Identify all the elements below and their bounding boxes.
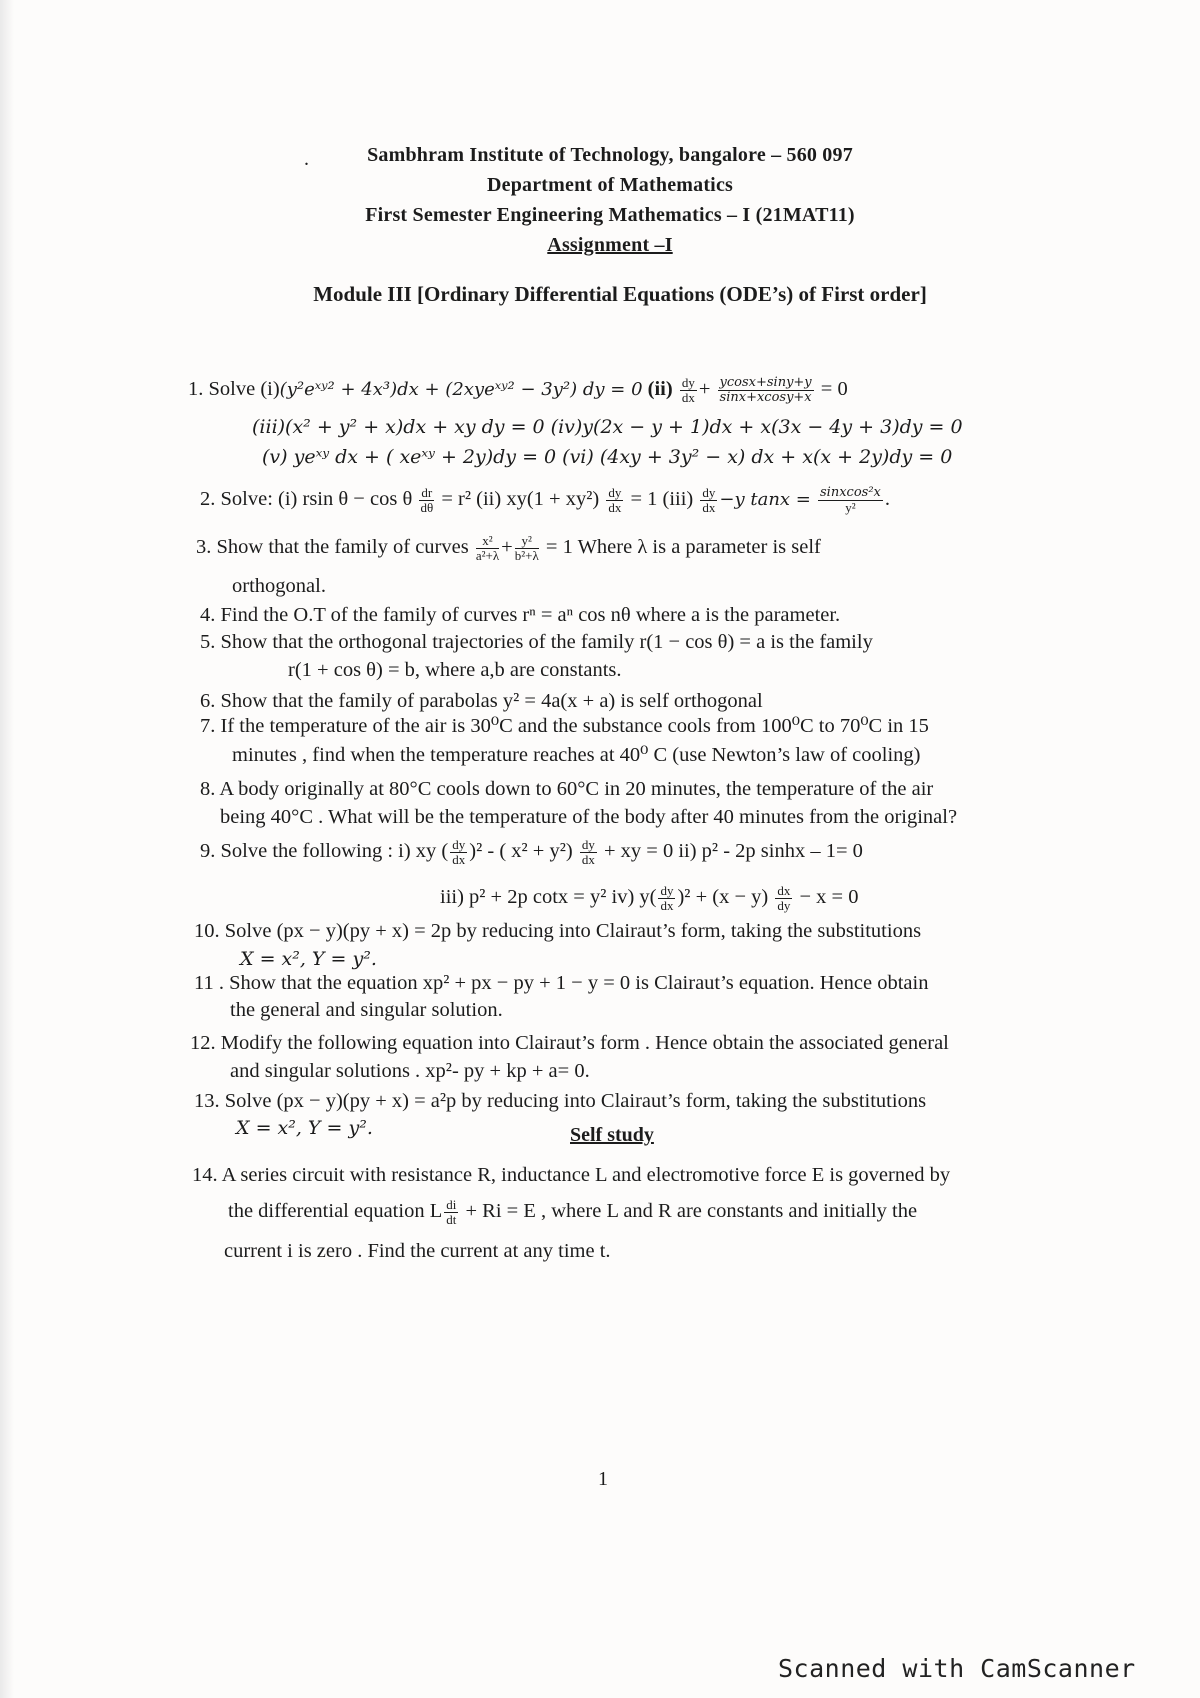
question-number: 1.	[188, 378, 204, 401]
question-text: Solve the following : i) xy (	[220, 840, 449, 863]
question-1-line-1	[188, 376, 848, 405]
question-10-line-1	[194, 918, 921, 944]
math-operator: +	[698, 378, 711, 401]
question-text: A series circuit with resistance R, inductance L and electromotive force E is governed by	[221, 1164, 951, 1186]
question-7-line-1	[200, 713, 929, 739]
question-number: 9.	[200, 840, 216, 863]
fraction	[476, 534, 499, 563]
assignment-title: Assignment –I	[547, 234, 673, 256]
question-5-line-2: r(1 + cos θ) = b, where a,b are constants.	[288, 659, 622, 681]
question-9-line-2	[440, 884, 858, 913]
math-expression: −y tanx =	[719, 489, 811, 511]
question-number: 12.	[190, 1032, 216, 1054]
document-header	[240, 140, 980, 260]
question-14-line-1	[192, 1162, 950, 1188]
fraction-denominator: dt	[446, 1212, 457, 1227]
camscanner-watermark: Scanned with CamScanner	[778, 1654, 1136, 1683]
fraction-denominator: sinx+xcosy+x	[719, 390, 812, 405]
fraction	[450, 838, 467, 867]
question-text: iii) p² + 2p cotx = y² iv) y(	[440, 886, 657, 909]
question-text: Show that the family of parabolas y² = 4a(x + a) is self orthogonal	[220, 690, 763, 712]
question-11-line-2: the general and singular solution.	[230, 999, 503, 1021]
question-text: A body originally at 80°C cools down to 60°C in 20 minutes, the temperature of the air	[219, 778, 934, 800]
question-13-line-1	[194, 1088, 926, 1114]
fraction	[580, 838, 597, 867]
fraction	[775, 884, 792, 913]
question-14-line-2	[228, 1198, 917, 1227]
question-number: 3.	[196, 536, 212, 559]
question-11-line-1	[194, 970, 928, 996]
fraction-numerator: dy	[681, 375, 695, 390]
fraction	[606, 486, 623, 515]
fraction-denominator: dy	[777, 898, 791, 913]
math-equals: = 0	[820, 378, 848, 401]
fraction-denominator: dx	[660, 898, 674, 913]
institute-name: Sambhram Institute of Technology, bangalore – 560 097	[367, 144, 853, 166]
question-text: the differential equation L	[228, 1200, 443, 1223]
fraction-numerator: y²	[515, 534, 539, 549]
question-number: 11 .	[194, 972, 224, 994]
fraction-denominator: dx	[608, 500, 622, 515]
fraction-denominator: y²	[845, 500, 856, 515]
question-text: Modify the following equation into Clairaut’s form . Hence obtain the associated general	[220, 1032, 949, 1054]
question-text: Show that the family of curves	[216, 536, 469, 559]
question-text: + xy = 0 ii) p² - 2p sinhx – 1= 0	[603, 840, 863, 863]
fraction	[515, 534, 539, 563]
question-number: 5.	[200, 631, 216, 653]
question-text: Show that the orthogonal trajectories of the family r(1 − cos θ) = a is the family	[220, 631, 873, 653]
fraction	[419, 486, 434, 515]
question-8-line-1	[200, 776, 933, 802]
fraction-denominator: dx	[681, 390, 695, 405]
page-number: 1	[598, 1468, 608, 1490]
fraction-denominator: dx	[702, 500, 716, 515]
question-number: 7.	[200, 715, 216, 737]
fraction-denominator: dθ	[420, 500, 434, 515]
question-text: = r² (ii) xy(1 + xy²)	[441, 488, 600, 511]
question-number: 4.	[200, 604, 216, 626]
punctuation: .	[884, 488, 890, 511]
fraction-numerator: dr	[421, 485, 433, 500]
fraction-numerator: ycosx+siny+y	[719, 375, 812, 390]
question-14-line-3: current i is zero . Find the current at any time t.	[224, 1240, 611, 1262]
question-text: Show that the equation xp² + px − py + 1 − y = 0 is Clairaut’s equation. Hence obtain	[229, 972, 929, 994]
question-number: 10.	[194, 920, 220, 942]
question-text: − x = 0	[799, 886, 859, 909]
fraction-denominator: dx	[452, 852, 466, 867]
fraction-numerator: dy	[581, 837, 595, 852]
question-10-line-2: X = x², Y = y².	[240, 948, 377, 970]
question-8-line-2: being 40°C . What will be the temperature of the body after 40 minutes from the original?	[220, 806, 958, 828]
fraction	[818, 486, 883, 515]
question-text: Solve: (i) rsin θ − cos θ	[220, 488, 413, 511]
question-number: 8.	[200, 778, 216, 800]
question-2	[200, 486, 890, 515]
header-bullet: .	[304, 148, 310, 170]
fraction-numerator: dy	[608, 485, 622, 500]
question-12-line-2: and singular solutions . xp²- py + kp + a= 0.	[230, 1060, 590, 1082]
question-text: )² + (x − y)	[677, 886, 769, 909]
fraction	[700, 486, 717, 515]
question-number: 2.	[200, 488, 216, 511]
question-text: + Ri = E , where L and R are constants and initially the	[465, 1200, 918, 1223]
question-1-line-2: (iii)(x² + y² + x)dx + xy dy = 0 (iv)y(2x − y + 1)dx + x(3x − 4y + 3)dy = 0	[252, 416, 963, 438]
fraction-numerator: x²	[476, 534, 499, 549]
question-number: 14.	[192, 1164, 218, 1186]
question-6	[200, 688, 763, 714]
fraction-numerator: dy	[660, 883, 674, 898]
fraction	[444, 1198, 458, 1227]
question-3-line-2: orthogonal.	[232, 575, 326, 597]
question-number: 13.	[194, 1090, 220, 1112]
scan-edge-shadow	[0, 0, 14, 1698]
fraction-denominator: dx	[581, 852, 595, 867]
question-7-line-2: minutes , find when the temperature reaches at 40⁰ C (use Newton’s law of cooling)	[232, 744, 921, 766]
fraction-numerator: di	[446, 1197, 457, 1212]
part-label: (ii)	[647, 378, 673, 401]
question-text: Solve (px − y)(py + x) = a²p by reducing into Clairaut’s form, taking the substitutions	[224, 1090, 927, 1112]
math-operator: +	[501, 536, 513, 559]
fraction	[658, 884, 675, 913]
fraction-denominator: a²+λ	[475, 548, 500, 563]
question-4	[200, 602, 840, 628]
question-text: Solve (px − y)(py + x) = 2p by reducing into Clairaut’s form, taking the substitutions	[224, 920, 922, 942]
fraction	[680, 376, 697, 405]
question-9-line-1	[200, 838, 863, 867]
fraction-numerator: dy	[702, 485, 716, 500]
fraction-numerator: sinxcos²x	[820, 485, 881, 500]
question-12-line-1	[190, 1030, 949, 1056]
fraction-numerator: dx	[777, 883, 791, 898]
self-study-heading: Self study	[570, 1124, 654, 1146]
question-text: )² - ( x² + y²)	[469, 840, 573, 863]
question-3-line-1	[196, 534, 821, 563]
question-1-line-3: (v) yeˣʸ dx + ( xeˣʸ + 2y)dy = 0 (vi) (4xy + 3y² − x) dx + x(x + 2y)dy = 0	[262, 446, 953, 468]
question-5-line-1	[200, 629, 873, 655]
question-text: = 1 (iii)	[630, 488, 694, 511]
question-text: = 1 Where λ is a parameter is self	[545, 536, 821, 559]
question-text: Find the O.T of the family of curves rⁿ = aⁿ cos nθ where a is the parameter.	[220, 604, 841, 626]
course-title: First Semester Engineering Mathematics – I (21MAT11)	[365, 204, 855, 226]
question-text: If the temperature of the air is 30⁰C and the substance cools from 100⁰C to 70⁰C in 15	[220, 715, 929, 737]
math-expression: (y²eˣʸ² + 4x³)dx + (2xyeˣʸ² − 3y²) dy = 0	[279, 379, 643, 401]
fraction-numerator: dy	[452, 837, 466, 852]
question-13-line-2: X = x², Y = y².	[236, 1117, 373, 1139]
fraction	[718, 376, 814, 405]
question-text: Solve (i)	[208, 378, 280, 401]
module-title: Module III [Ordinary Differential Equations (ODE’s) of First order]	[313, 282, 927, 306]
department-name: Department of Mathematics	[486, 174, 734, 196]
fraction-denominator: b²+λ	[514, 548, 539, 563]
question-number: 6.	[200, 690, 216, 712]
